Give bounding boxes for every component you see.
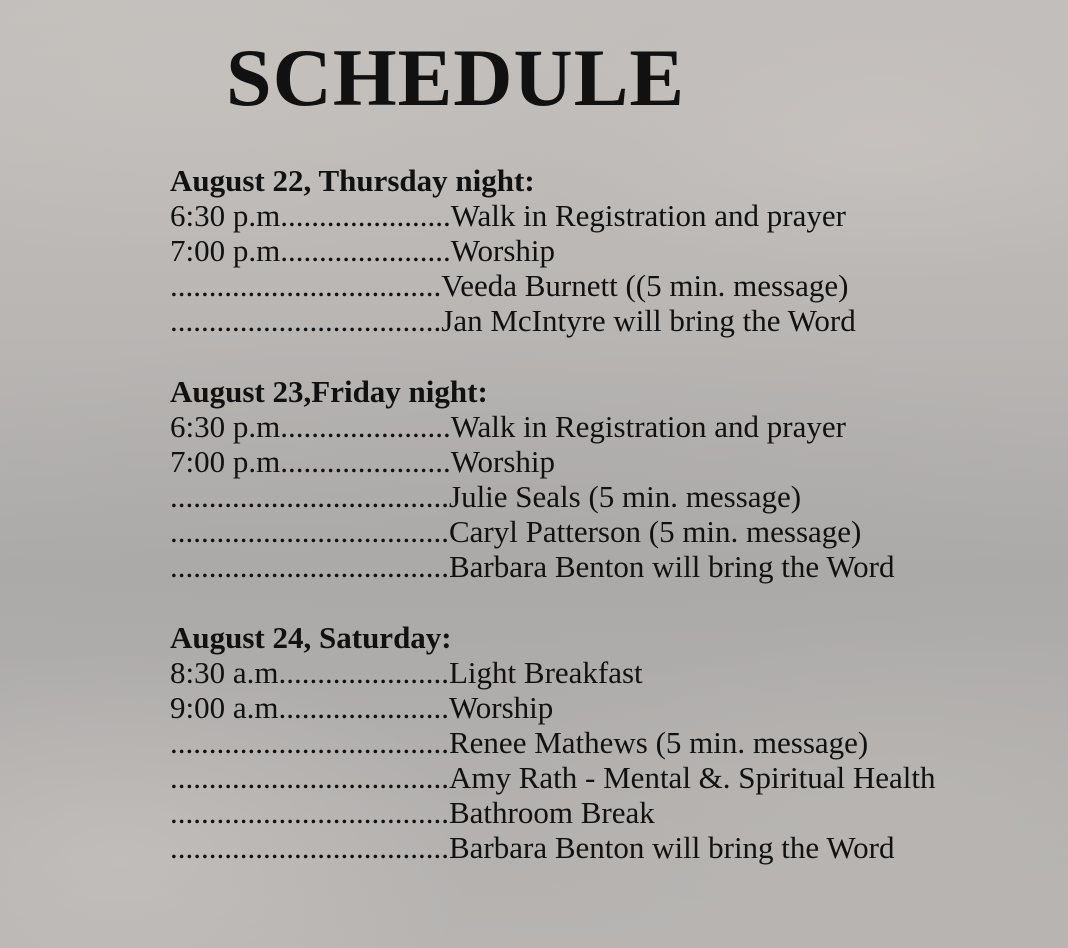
schedule-line: 7:00 p.m......................Worship bbox=[170, 233, 556, 268]
schedule-line: ....................................Barbara Benton will bring the Word bbox=[170, 549, 895, 584]
schedule-line: 6:30 p.m......................Walk in Registration and prayer bbox=[170, 198, 846, 233]
schedule-list bbox=[170, 163, 1050, 901]
schedule-line: ....................................Bathroom Break bbox=[170, 795, 655, 830]
schedule-line: ....................................Amy Rath - Mental &. Spiritual Health bbox=[170, 760, 936, 795]
schedule-line: ....................................Barbara Benton will bring the Word bbox=[170, 830, 895, 865]
day-section-aug-22 bbox=[170, 163, 1050, 338]
schedule-line: 8:30 a.m......................Light Breakfast bbox=[170, 655, 643, 690]
day-heading: August 23,Friday night: bbox=[170, 374, 488, 409]
day-heading: August 22, Thursday night: bbox=[170, 163, 535, 198]
schedule-line: 9:00 a.m......................Worship bbox=[170, 690, 554, 725]
day-section-aug-24 bbox=[170, 620, 1050, 865]
schedule-line: ....................................Julie Seals (5 min. message) bbox=[170, 479, 802, 514]
day-section-aug-23 bbox=[170, 374, 1050, 584]
day-heading: August 24, Saturday: bbox=[170, 620, 452, 655]
schedule-line: ...................................Jan McIntyre will bring the Word bbox=[170, 303, 856, 338]
schedule-line: 7:00 p.m......................Worship bbox=[170, 444, 556, 479]
schedule-line: ...................................Veeda Burnett ((5 min. message) bbox=[170, 268, 849, 303]
schedule-line: ....................................Renee Mathews (5 min. message) bbox=[170, 725, 869, 760]
schedule-line: 6:30 p.m......................Walk in Registration and prayer bbox=[170, 409, 846, 444]
schedule-line: ....................................Caryl Patterson (5 min. message) bbox=[170, 514, 862, 549]
page-title: SCHEDULE bbox=[226, 32, 686, 123]
